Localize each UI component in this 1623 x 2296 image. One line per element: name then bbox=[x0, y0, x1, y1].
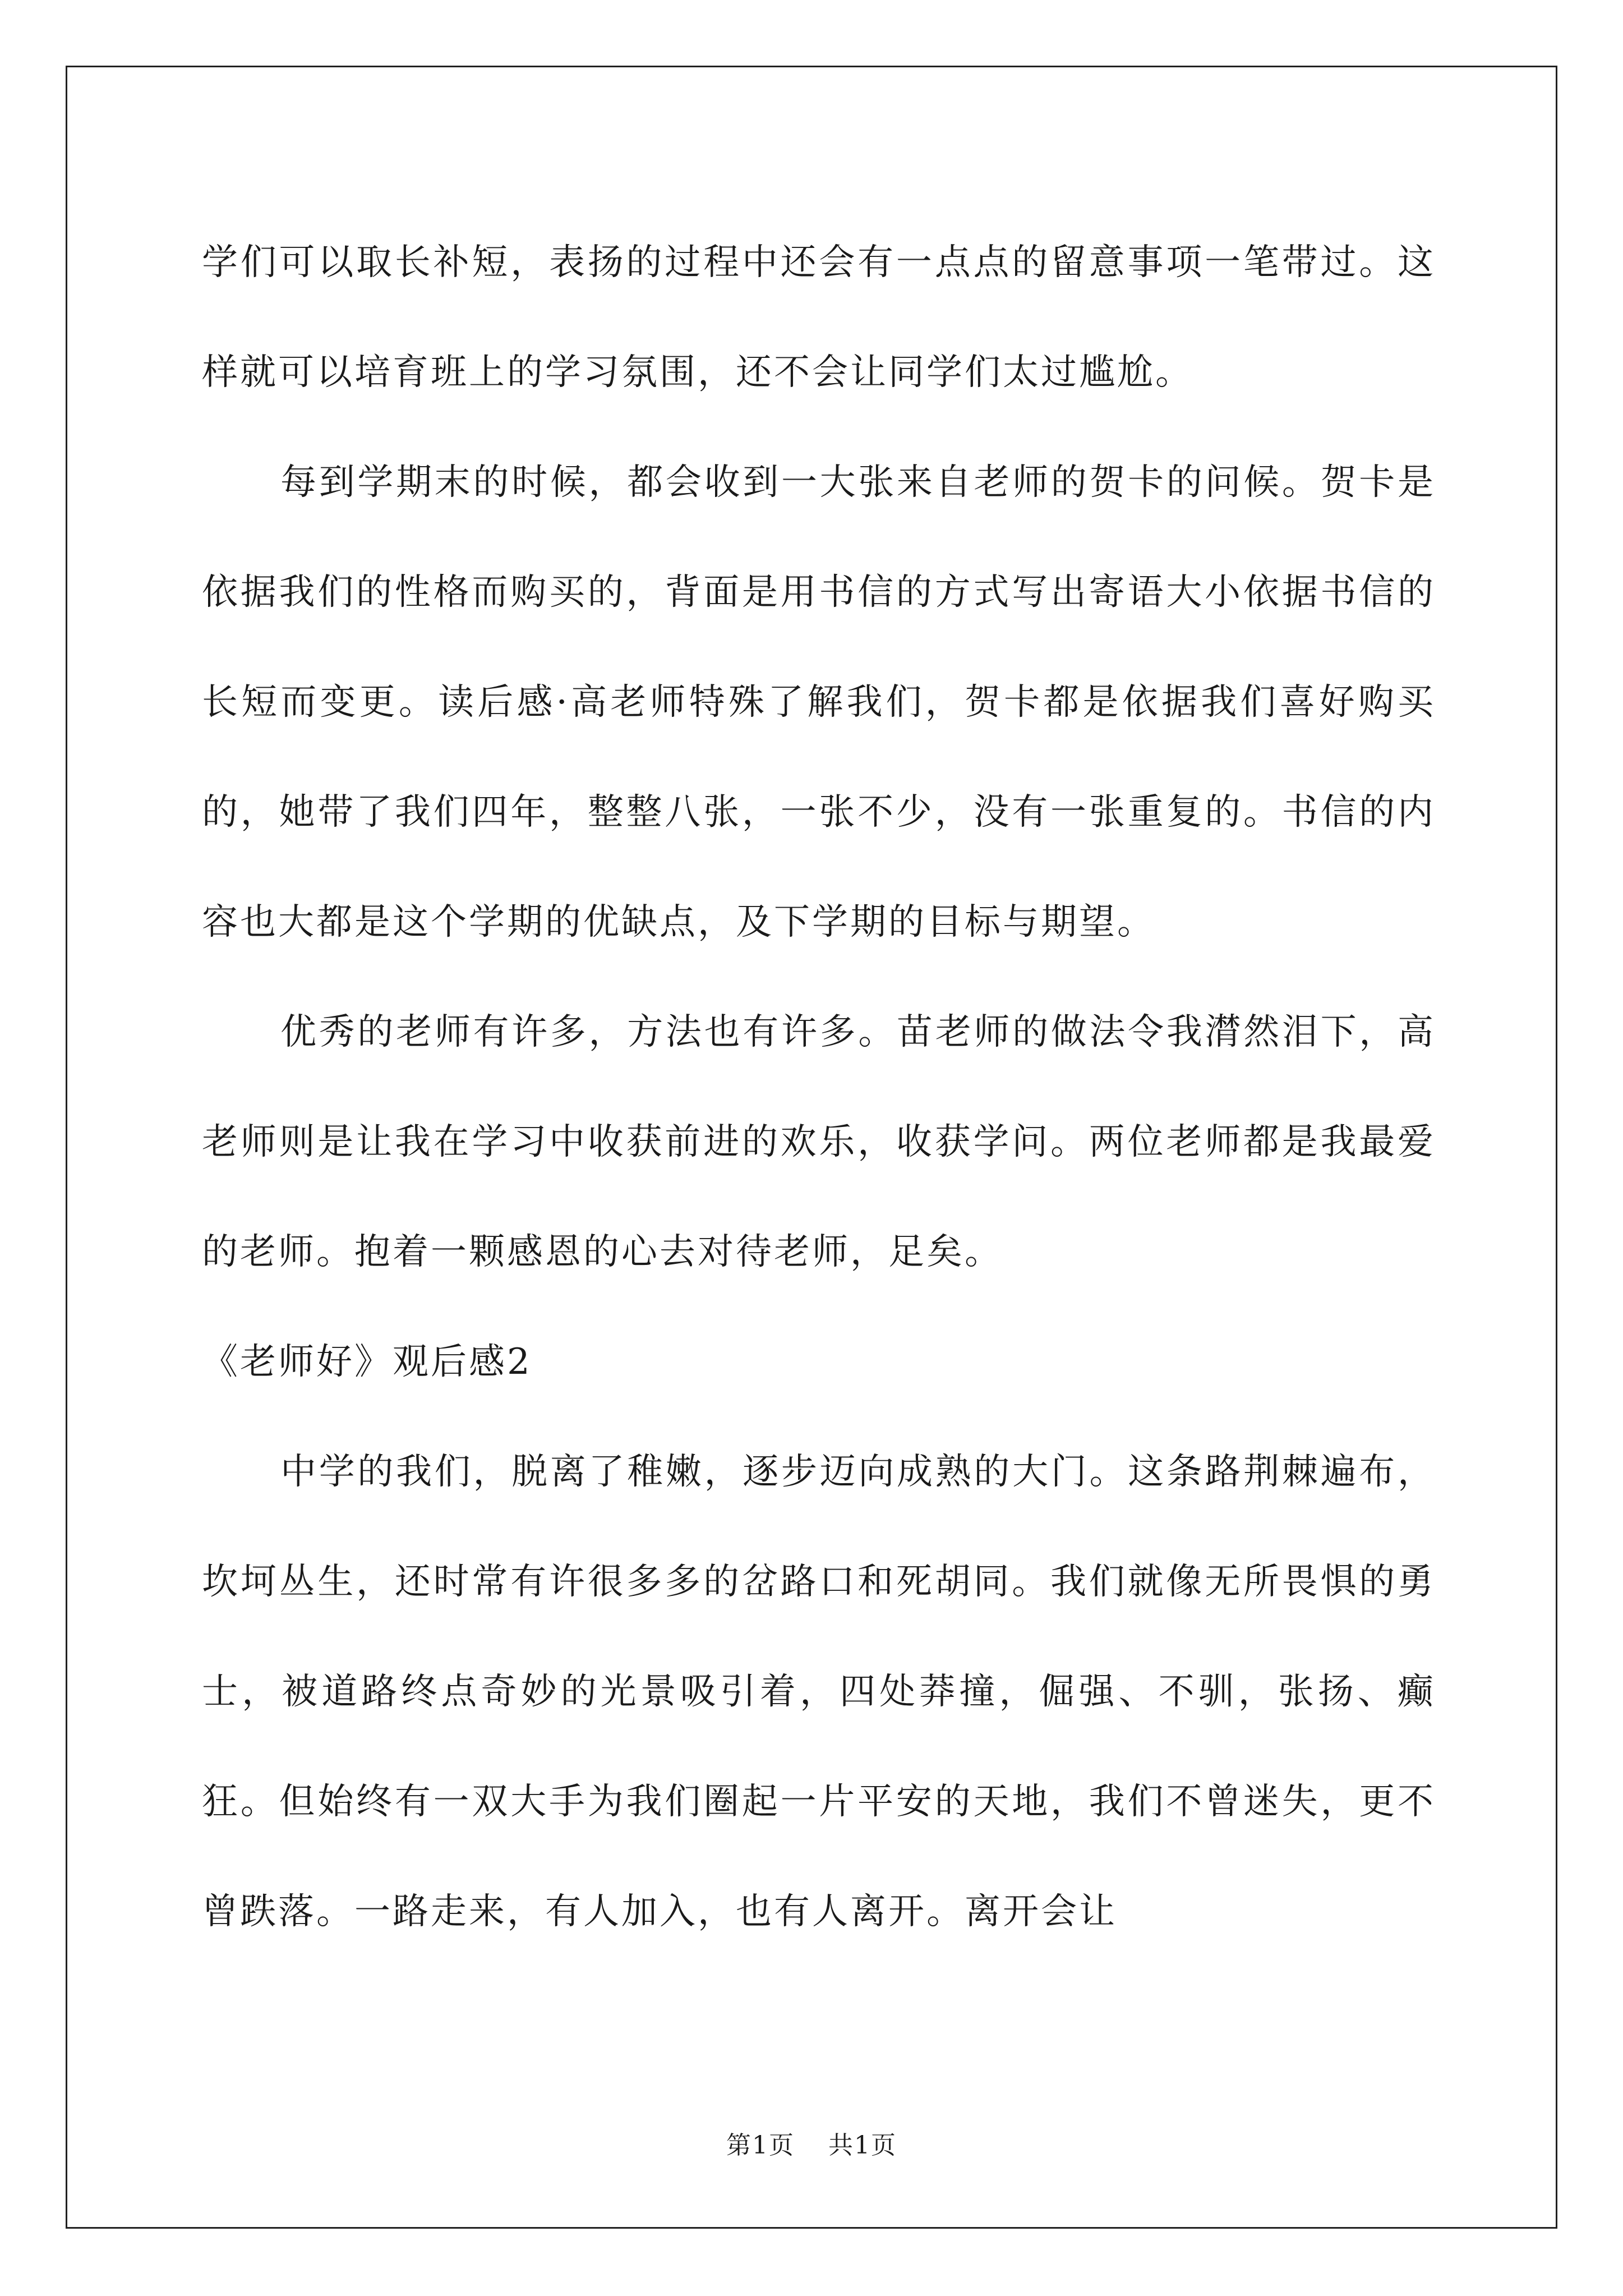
page-total: 共1页 bbox=[828, 2131, 897, 2160]
page-footer bbox=[0, 2125, 1623, 2161]
page-number: 第1页 bbox=[726, 2131, 795, 2160]
paragraph-3: 优秀的老师有许多，方法也有许多。苗老师的做法令我潸然泪下，高老师则是让我在学习中收获前进的欢乐，收获学问。两位老师都是我最爱的老师。抱着一颗感恩的心去对待老师，足矣。 bbox=[202, 1011, 1436, 1273]
paragraph-2: 每到学期末的时候，都会收到一大张来自老师的贺卡的问候。贺卡是依据我们的性格而购买的，背面是用书信的方式写出寄语大小依据书信的长短而变更。读后感·高老师特殊了解我们，贺卡都是依据我们喜好购买的，她带了我们四年，整整八张，一张不少，没有一张重复的。书信的内容也大都是这个学期的优缺点，及下学期的目标与期望。 bbox=[202, 462, 1436, 943]
paragraph-4: 中学的我们，脱离了稚嫩，逐步迈向成熟的大门。这条路荆棘遍布，坎坷丛生，还时常有许很多多的岔路口和死胡同。我们就像无所畏惧的勇士，被道路终点奇妙的光景吸引着，四处莽撞，倔强、不驯，张扬、癫狂。但始终有一双大手为我们圈起一片平安的天地，我们不曾迷失，更不曾跌落。一路走来，有人加入，也有人离开。离开会让 bbox=[202, 1451, 1436, 1932]
section-heading: 《老师好》观后感2 bbox=[202, 1341, 532, 1383]
paragraph-1: 学们可以取长补短，表扬的过程中还会有一点点的留意事项一笔带过。这样就可以培育班上的学习氛围，还不会让同学们太过尴尬。 bbox=[202, 242, 1436, 393]
document-body bbox=[202, 208, 1436, 1967]
